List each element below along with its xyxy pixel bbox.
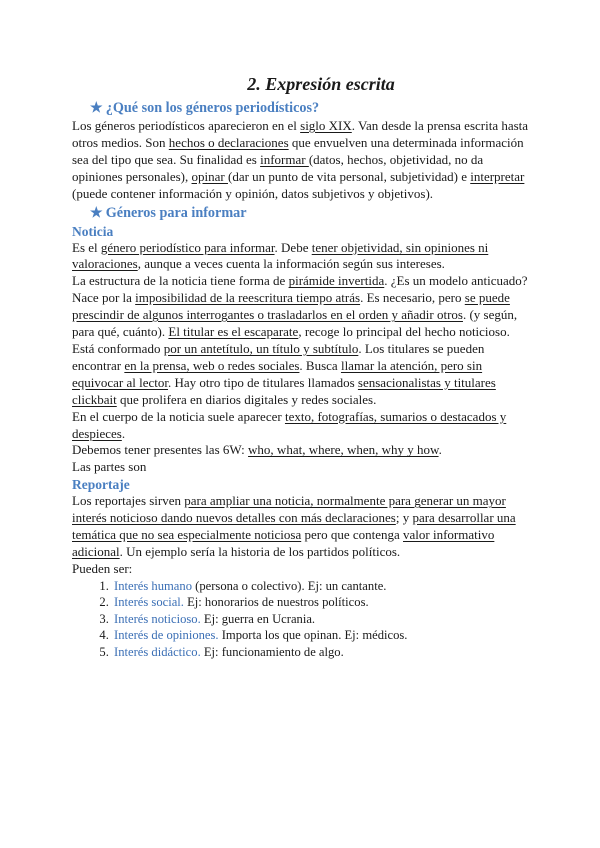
reportaje-paragraph-2: Pueden ser: — [72, 560, 133, 576]
noticia-paragraph-2: La estructura de la noticia tiene forma de pirámide invertida. ¿Es un modelo anticuado? Nace por la imposibilidad de la reescritura tiempo atrás. Es necesario, pero se puede prescindir de algunos interrogantes o trasladarlos en el orden y añadir otros. (y según, para qué, cuánto). El titular es el escaparate, recoge lo principal del hecho noticioso. Está conformado por un antetítulo, un título y subtítulo. Los titulares se pueden encontrar en la prensa, web o redes sociales. Busca llamar la atención, pero sin equivocar al lector. Hay otro tipo de titulares llamados sensacionalistas y titulares clickbait que prolifera en diarios digitales y redes sociales. — [72, 273, 528, 407]
list-item: 1. Interés humano (persona o colectivo). Ej: un cantante. — [112, 578, 530, 595]
list-item: 5. Interés didáctico. Ej: funcionamiento de algo. — [112, 644, 530, 661]
document-page — [72, 70, 530, 660]
subheading-what-are-genres — [90, 100, 530, 117]
noticia-paragraph-1: Es el género periodístico para informar. Debe tener objetividad, sin opiniones ni valoraciones, aunque a veces cuenta la información según sus intereses. — [72, 239, 489, 272]
list-item: 3. Interés noticioso. Ej: guerra en Ucrania. — [112, 611, 530, 628]
reportaje-types-list — [72, 578, 530, 661]
list-item: 2. Interés social. Ej: honorarios de nuestros políticos. — [112, 594, 530, 611]
section-heading-noticia: Noticia — [72, 223, 114, 239]
star-icon: ★ — [90, 100, 103, 116]
noticia-paragraph-5: Las partes son — [72, 459, 147, 475]
intro-paragraph: Los géneros periodísticos aparecieron en el siglo XIX. Van desde la prensa escrita hasta otros medios. Son hechos o declaraciones que envuelven una determinada información sea del tipo que sea. Su finalidad es informar (datos, hechos, objetividad, no da opiniones personales), opinar (dar un punto de vita personal, subjetividad) e interpretar (puede contener información y opinión, datos subjetivos y objetivos). — [72, 118, 529, 201]
noticia-paragraph-3: En el cuerpo de la noticia suele aparecer texto, fotografías, sumarios o destacados y despieces. — [72, 408, 507, 441]
reportaje-paragraph-1: Los reportajes sirven para ampliar una noticia, normalmente para generar un mayor interés noticioso dando nuevos detalles con más declaraciones; y para desarrollar una temática que no sea especialmente noticiosa pero que contenga valor informativo adicional. Un ejemplo sería la historia de los partidos políticos. — [72, 493, 516, 559]
list-item: 4. Interés de opiniones. Importa los que opinan. Ej: médicos. — [112, 627, 530, 644]
subheading-genres-inform — [90, 205, 530, 222]
subheading-text: ¿Qué son los géneros periodísticos? — [105, 100, 320, 116]
page-title: 2. Expresión escrita — [247, 74, 395, 94]
star-icon: ★ — [90, 204, 103, 221]
subheading-text: Géneros para informar — [105, 204, 247, 221]
section-heading-reportaje: Reportaje — [72, 477, 130, 493]
noticia-paragraph-4: Debemos tener presentes las 6W: who, what, where, when, why y how. — [72, 442, 442, 458]
